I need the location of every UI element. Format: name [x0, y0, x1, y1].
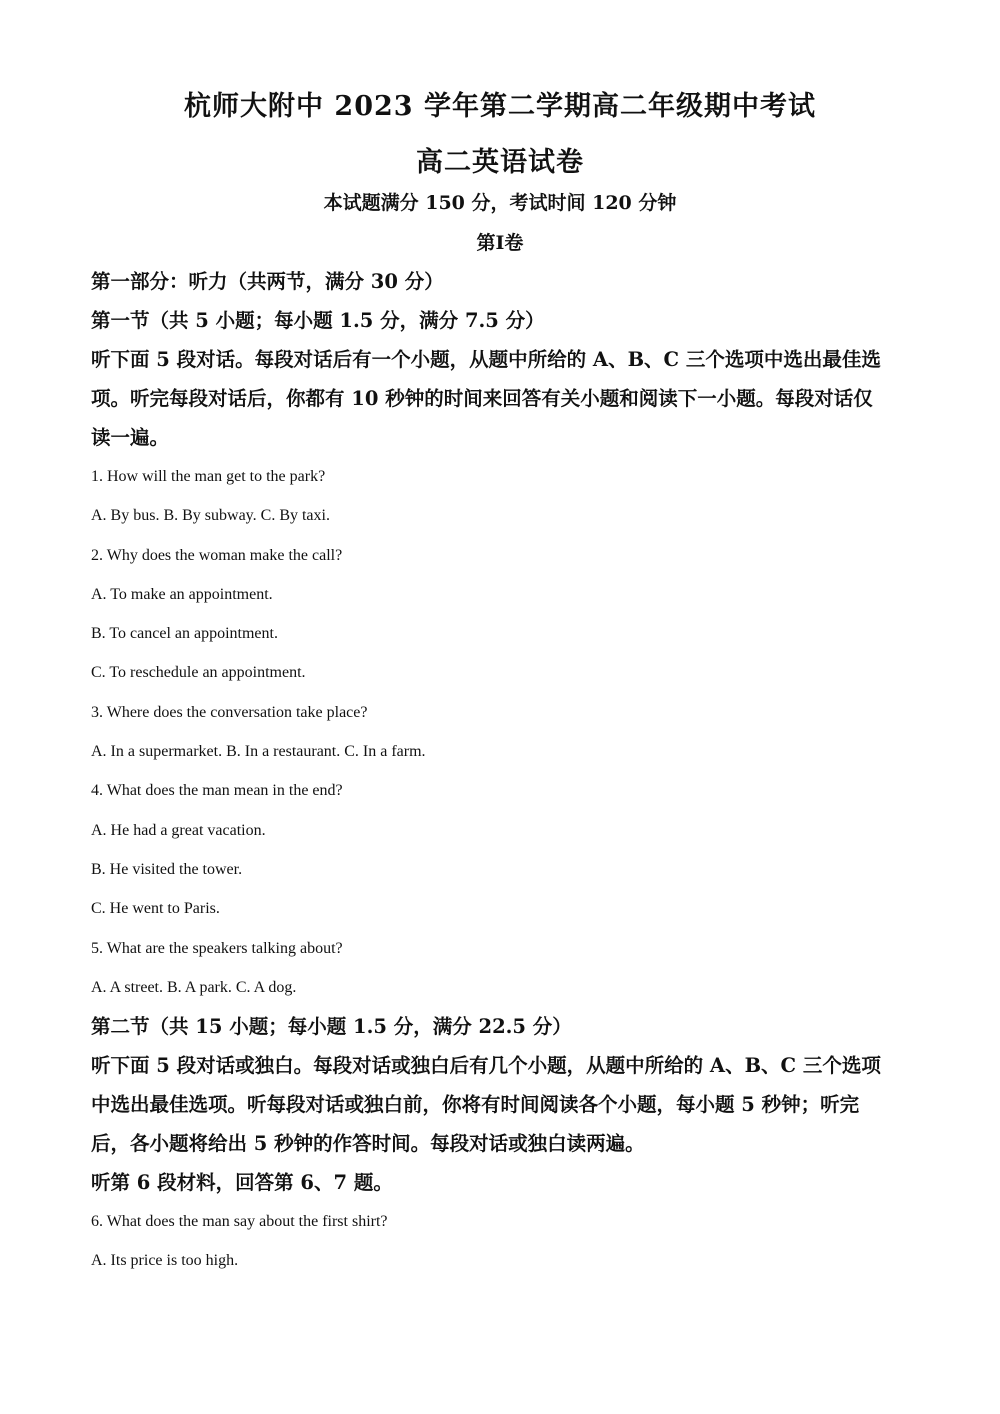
- exam-subtitle: 高二英语试卷: [416, 147, 584, 178]
- option-2c: C. To reschedule an appointment.: [91, 664, 306, 682]
- question-6: 6. What does the man say about the first shirt?: [91, 1213, 388, 1231]
- question-2: 2. Why does the woman make the call?: [91, 546, 343, 564]
- options-1: A. By bus. B. By subway. C. By taxi.: [91, 507, 330, 525]
- question-3: 3. Where does the conversation take place?: [91, 703, 368, 721]
- volume-label: 第Ⅰ卷: [476, 232, 524, 254]
- option-2b: B. To cancel an appointment.: [91, 625, 278, 643]
- section1-instructions-line: 项。听完每段对话后，你都有 10 秒钟的时间来回答有关小题和阅读下一小题。每段对话仅: [91, 387, 873, 410]
- question-4: 4. What does the man mean in the end?: [91, 782, 343, 800]
- options-5: A. A street. B. A park. C. A dog.: [91, 978, 297, 996]
- question-5: 5. What are the speakers talking about?: [91, 939, 343, 957]
- section1-instructions-line: 听下面 5 段对话。每段对话后有一个小题，从题中所给的 A、B、C 三个选项中选出最佳选: [91, 348, 881, 371]
- exam-body: [91, 262, 911, 1281]
- option-4c: C. He went to Paris.: [91, 900, 220, 918]
- section2-instructions-line: 后，各小题将给出 5 秒钟的作答时间。每段对话或独白读两遍。: [91, 1132, 645, 1156]
- option-4b: B. He visited the tower.: [91, 860, 243, 878]
- exam-title: 杭师大附中 2023 学年第二学期高二年级期中考试: [184, 91, 816, 122]
- section1-heading: 第一节（共 5 小题；每小题 1.5 分，满分 7.5 分）: [91, 309, 545, 332]
- section2-instructions-line: 听下面 5 段对话或独白。每段对话或独白后有几个小题，从题中所给的 A、B、C 三个选项: [91, 1054, 881, 1078]
- option-6a: A. Its price is too high.: [91, 1252, 239, 1270]
- section2-heading: 第二节（共 15 小题；每小题 1.5 分，满分 22.5 分）: [91, 1015, 572, 1039]
- exam-info: 本试题满分 150 分，考试时间 120 分钟: [323, 192, 677, 214]
- question-1: 1. How will the man get to the park?: [91, 468, 326, 485]
- part1-heading: 第一部分：听力（共两节，满分 30 分）: [91, 270, 444, 293]
- options-3: A. In a supermarket. B. In a restaurant. C. In a farm.: [91, 743, 426, 761]
- section1-instructions-line: 读一遍。: [91, 426, 170, 449]
- section2-instructions-line: 中选出最佳选项。听每段对话或独白前，你将有时间阅读各个小题，每小题 5 秒钟；听完: [91, 1093, 860, 1117]
- option-4a: A. He had a great vacation.: [91, 821, 266, 839]
- option-2a: A. To make an appointment.: [91, 585, 273, 603]
- material-heading: 听第 6 段材料，回答第 6、7 题。: [91, 1171, 393, 1195]
